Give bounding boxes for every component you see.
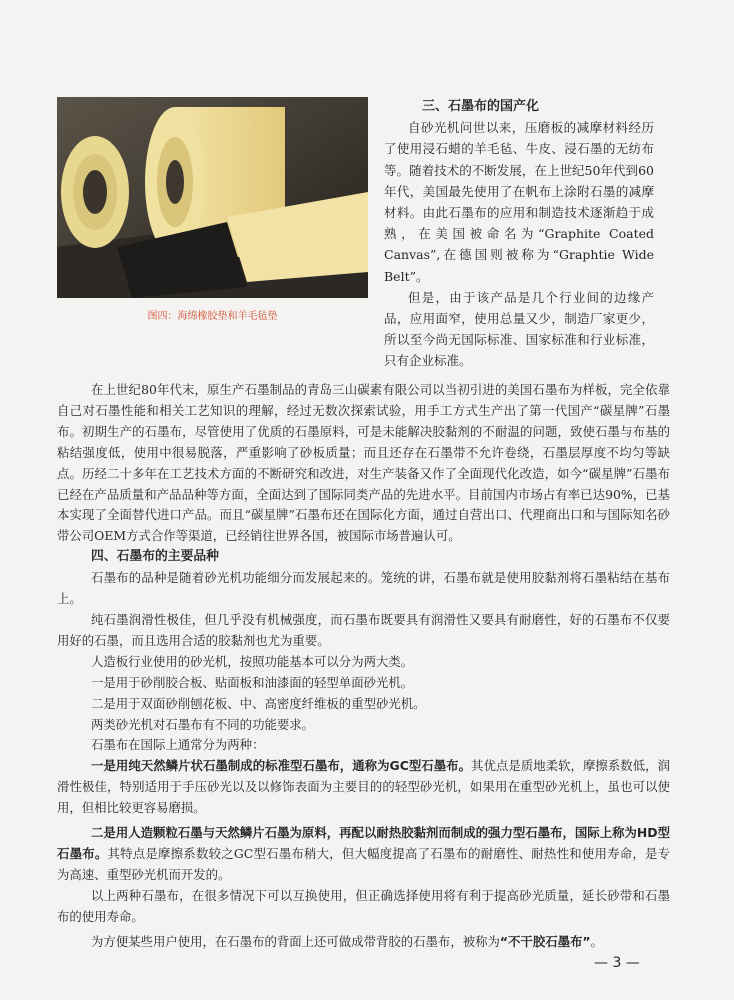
figure-caption: 图四：海绵橡胶垫和羊毛毡垫 [147, 311, 278, 322]
page-number: — 3 — [594, 955, 640, 971]
section-3-continuation: 在上世纪80年代末，原生产石墨制品的青岛三山碳素有限公司以当初引进的美国石墨布为样板，完全依靠自己对石墨性能和相关工艺知识的理解，经过无数次探索试验，用手工方式生产出了第一代国产“碳星牌”石墨布。初期生产的石墨布，尽管使用了优质的石墨原料，可是未能解决胶黏剂的不耐温的问题，致使石墨与布基的粘结强度低，使用中很易脱落，严重影响了砂板质量；而且还存在石墨带不允许卷绕，石墨层厚度不均匀等缺点。历经二十多年在工艺技术方面的不断研究和改进，对生产装备又作了全面现代化改造，如今“碳星牌”石墨布已经在产品质量和产品品种等方面，全面达到了国际同类产品的先进水平。目前国内市场占有率已达90%，已基本实现了全面替代进口产品。而且“碳星牌”石墨布还在国际化方面，通过自营出口、代理商出口和与国际知名砂带公司OEM方式合作等渠道，已经销往世界各国，被国际市场普遍认可。 [57, 382, 670, 544]
section-4-line-2: 一是用于砂削胶合板、贴面板和油漆面的轻型单面砂光机。 [91, 674, 414, 690]
section-4-paragraph-4 [57, 932, 670, 953]
p4-bold: “不干胶石墨布” [499, 933, 591, 949]
p4-start: 为方便某些用户使用，在石墨布的背面上还可做成带背胶的石墨布，被称为 [91, 933, 500, 949]
type-gc-paragraph [57, 756, 670, 819]
section-4-line-4: 两类砂光机对石墨布有不同的功能要求。 [91, 716, 315, 732]
section-3-heading: 三、石墨布的国产化 [422, 99, 540, 114]
section-4-heading: 四、石墨布的主要品种 [91, 549, 219, 565]
section-3-paragraph-2: 但是，由于该产品是几个行业间的边缘产品，应用面窄，使用总量又少，制造厂家更少，所以至今尚无国际标准、国家标准和行业标准，只有企业标准。 [384, 289, 654, 369]
right-column [384, 96, 654, 372]
section-4-line-1: 人造板行业使用的砂光机，按照功能基本可以分为两大类。 [91, 653, 414, 669]
section-4-line-5: 石墨布在国际上通常分为两种： [91, 737, 265, 753]
p4-end: 。 [590, 933, 603, 949]
type-hd-paragraph [57, 823, 670, 886]
section-4-paragraph-3: 以上两种石墨布，在很多情况下可以互换使用，但正确选择使用将有利于提高砂光质量，延长砂带和石墨布的使用寿命。 [57, 887, 670, 924]
section-3-paragraph-1: 自砂光机问世以来，压磨板的减摩材料经历了使用浸石蜡的羊毛毡、牛皮、浸石墨的无纺布等。随着技术的不断发展，在上世纪50年代到60年代，美国最先使用了在帆布上涂附石墨的减摩材料。由此石墨布的应用和制造技术逐渐趋于成熟，在美国被命名为“Graphite Coated Canvas”,在德国则被称为“Graphtie Wide Belt”。 [384, 120, 654, 284]
type-hd-text: 其特点是摩擦系数较之GC型石墨布稍大，但大幅度提高了石墨布的耐磨性、耐热性和使用寿命，是专为高速、重型砂光机而开发的。 [57, 845, 670, 882]
section-4-paragraph-2: 纯石墨润滑性极佳，但几乎没有机械强度，而石墨布既要具有润滑性又要具有耐磨性，好的石墨布不仅要用好的石墨，而且选用合适的胶黏剂也尤为重要。 [57, 611, 670, 648]
type-hd-bold: 二是用人造颗粒石墨与天然鳞片石墨为原料，再配以耐热胶黏剂而制成的强力型石墨布，国际上称为HD型石墨布。 [57, 825, 670, 861]
type-gc-text: 其优点是质地柔软，摩擦系数低，润滑性极佳，特别适用于手压砂光以及以修饰表面为主要目的的轻型砂光机，如果用在重型砂光机上，虽也可以使用，但相比较更容易磨损。 [57, 758, 670, 816]
main-body [57, 380, 670, 952]
section-4-line-3: 二是用于双面砂削刨花板、中、高密度纤维板的重型砂光机。 [91, 695, 426, 711]
section-4-paragraph-1: 石墨布的品种是随着砂光机功能细分而发展起来的。笼统的讲，石墨布就是使用胶黏剂将石墨粘结在基布上。 [57, 570, 670, 607]
product-photo [57, 97, 368, 298]
type-gc-bold: 一是用纯天然鳞片状石墨制成的标准型石墨布，通称为GC型石墨布。 [91, 758, 472, 774]
